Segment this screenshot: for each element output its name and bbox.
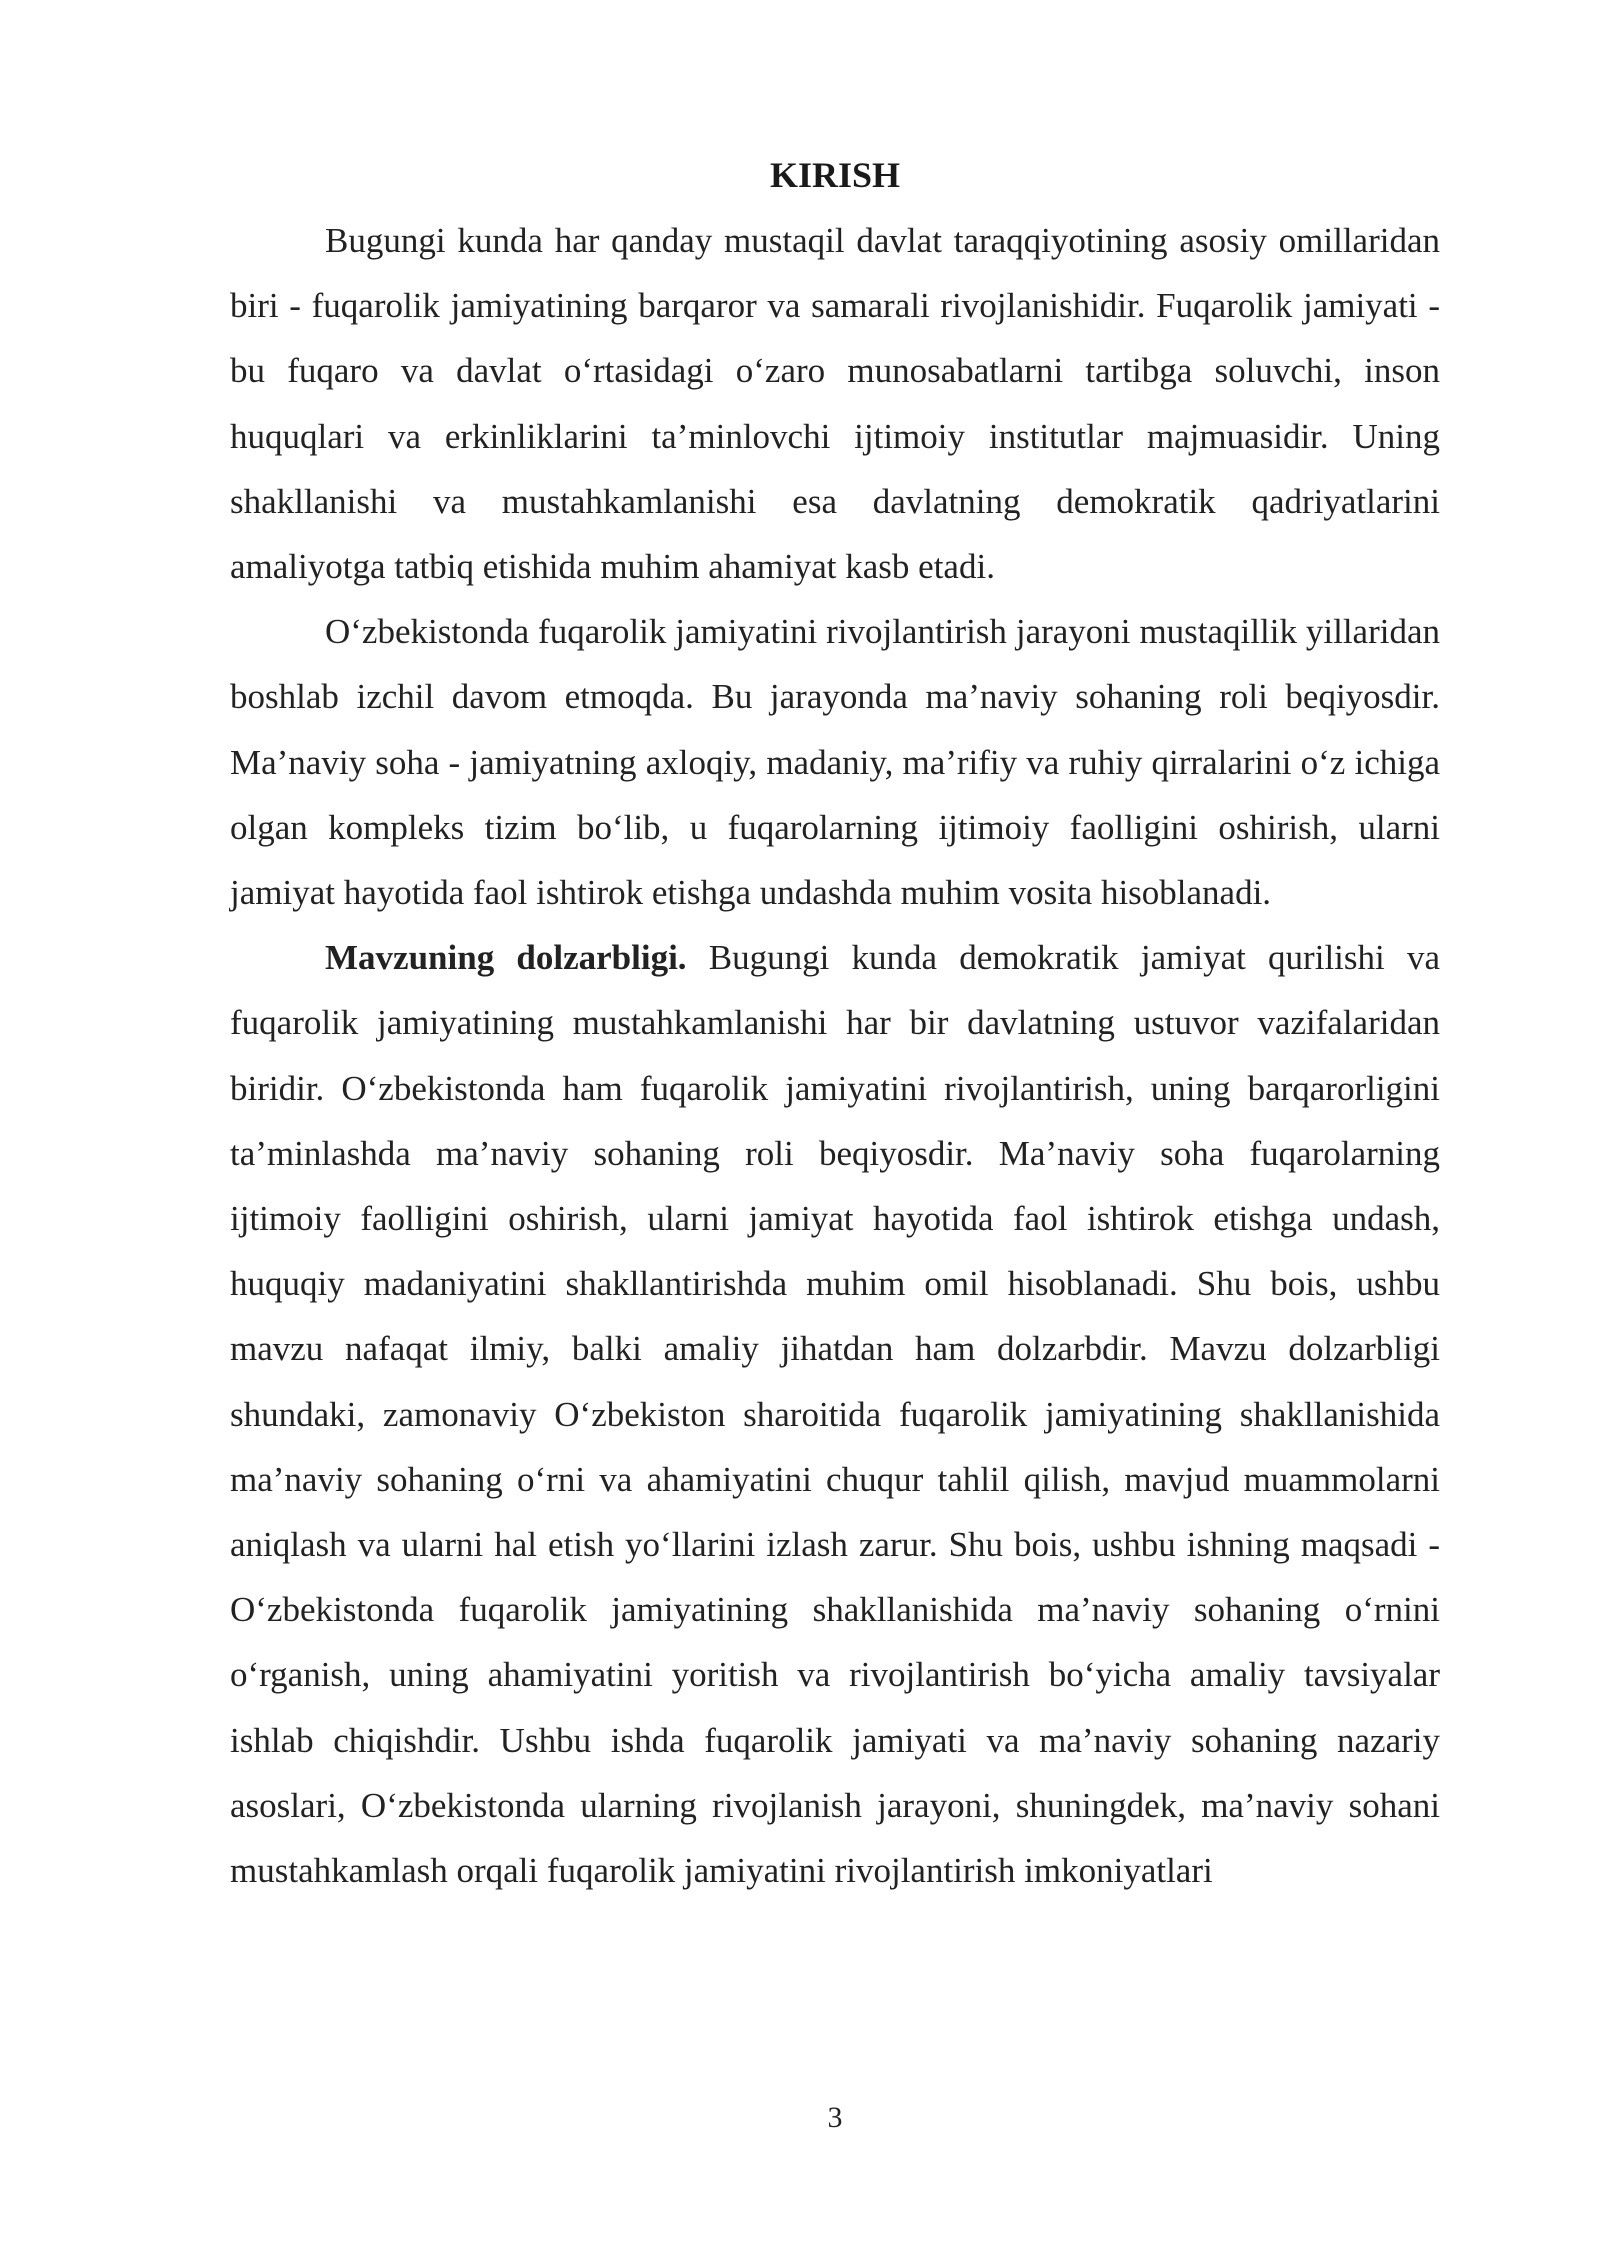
paragraph-lead-bold: Mavzuning dolzarbligi.	[325, 938, 687, 978]
paragraph-relevance	[230, 925, 1440, 1903]
paragraph-uzbekistan	[230, 599, 1440, 925]
paragraph-text: O‘zbekistonda fuqarolik jamiyatini rivojlantirish jarayoni mustaqillik yillaridan boshlab izchil davom etmoqda. Bu jarayonda ma’naviy sohaning roli beqiyosdir. Ma’naviy soha - jamiyatning axloqiy, madaniy, ma’rifiy va ruhiy qirralarini o‘z ichiga olgan kompleks tizim bo‘lib, u fuqarolarning ijtimoiy faolligini oshirish, ularni jamiyat hayotida faol ishtirok etishga undashda muhim vosita hisoblanadi.	[230, 612, 1440, 913]
page-number: 3	[827, 2101, 843, 2134]
section-heading: KIRISH	[769, 155, 901, 195]
paragraph-text: Bugungi kunda har qanday mustaqil davlat taraqqiyotining asosiy omillaridan biri - fuqarolik jamiyatining barqaror va samarali rivojlanishidir. Fuqarolik jamiyati - bu fuqaro va davlat o‘rtasidagi o‘zaro munosabatlarni tartibga soluvchi, inson huquqlari va erkinliklarini ta’minlovchi ijtimoiy institutlar majmuasidir. Uning shakllanishi va mustahkamlanishi esa davlatning demokratik qadriyatlarini amaliyotga tatbiq etishida muhim ahamiyat kasb etadi.	[230, 221, 1440, 587]
paragraph-text: Bugungi kunda demokratik jamiyat qurilishi va fuqarolik jamiyatining mustahkamlanishi har bir davlatning ustuvor vazifalaridan biridir. O‘zbekistonda ham fuqarolik jamiyatini rivojlantirish, uning barqarorligini ta’minlashda ma’naviy sohaning roli beqiyosdir. Ma’naviy soha fuqarolarning ijtimoiy faolligini oshirish, ularni jamiyat hayotida faol ishtirok etishga undash, huquqiy madaniyatini shakllantirishda muhim omil hisoblanadi. Shu bois, ushbu mavzu nafaqat ilmiy, balki amaliy jihatdan ham dolzarbdir. Mavzu dolzarbligi shundaki, zamonaviy O‘zbekiston sharoitida fuqarolik jamiyatining shakllanishida ma’naviy sohaning o‘rni va ahamiyatini chuqur tahlil qilish, mavjud muammolarni aniqlash va ularni hal etish yo‘llarini izlash zarur. Shu bois, ushbu ishning maqsadi - O‘zbekistonda fuqarolik jamiyatining shakllanishida ma’naviy sohaning o‘rnini o‘rganish, uning ahamiyatini yoritish va rivojlantirish bo‘yicha amaliy tavsiyalar ishlab chiqishdir. Ushbu ishda fuqarolik jamiyati va ma’naviy sohaning nazariy asoslari, O‘zbekistonda ularning rivojlanish jarayoni, shuningdek, ma’naviy sohani mustahkamlash orqali fuqarolik jamiyatini rivojlantirish imkoniyatlari	[230, 938, 1440, 1891]
paragraph-intro	[230, 208, 1440, 599]
page-content	[230, 150, 1440, 1903]
